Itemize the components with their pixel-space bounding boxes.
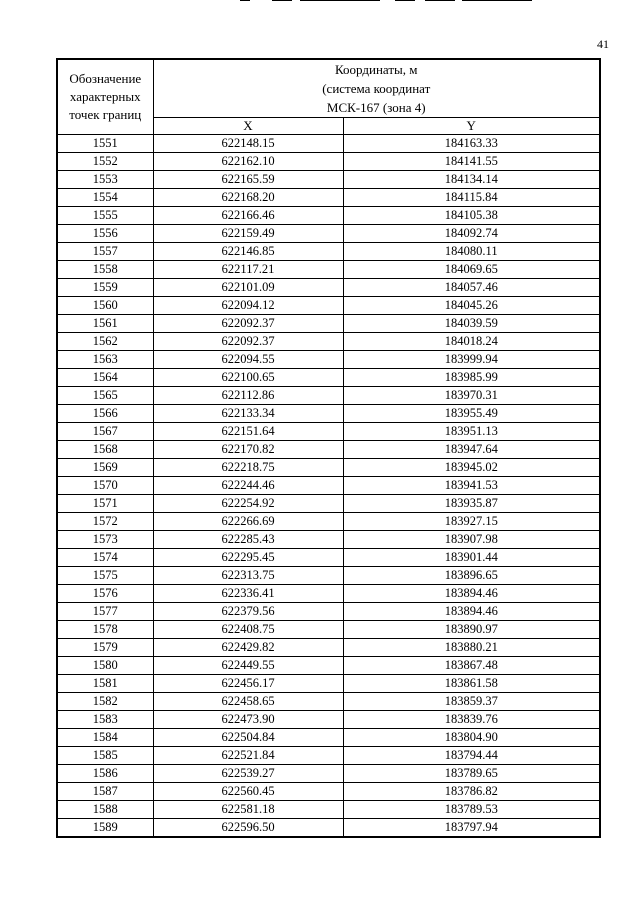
table-row: [57, 315, 600, 333]
x-coordinate-cell: 622218.75: [153, 459, 343, 477]
table-row: [57, 135, 600, 153]
table-header: [57, 59, 600, 135]
point-number-cell: 1553: [57, 171, 153, 189]
x-coordinate-cell: 622165.59: [153, 171, 343, 189]
point-number-cell: 1584: [57, 729, 153, 747]
point-number-cell: 1576: [57, 585, 153, 603]
table-row: [57, 711, 600, 729]
table-row: [57, 675, 600, 693]
y-coordinate-cell: 183789.65: [343, 765, 600, 783]
x-coordinate-cell: 622092.37: [153, 333, 343, 351]
y-coordinate-cell: 183935.87: [343, 495, 600, 513]
y-coordinate-cell: 183890.97: [343, 621, 600, 639]
x-coordinate-cell: 622560.45: [153, 783, 343, 801]
table-row: [57, 153, 600, 171]
table-row: [57, 207, 600, 225]
point-number-cell: 1552: [57, 153, 153, 171]
table-row: [57, 801, 600, 819]
page-number: 41: [597, 37, 609, 51]
column-y-header: Y: [343, 118, 600, 135]
point-number-cell: 1581: [57, 675, 153, 693]
table-row: [57, 225, 600, 243]
x-coordinate-cell: 622092.37: [153, 315, 343, 333]
point-number-cell: 1562: [57, 333, 153, 351]
y-coordinate-cell: 183985.99: [343, 369, 600, 387]
x-coordinate-cell: 622313.75: [153, 567, 343, 585]
x-coordinate-cell: 622473.90: [153, 711, 343, 729]
x-coordinate-cell: 622166.46: [153, 207, 343, 225]
table-row: [57, 189, 600, 207]
designation-header: Обозначение характерных точек границ: [57, 59, 153, 135]
table-row: [57, 297, 600, 315]
table-row: [57, 621, 600, 639]
scan-edge-line: [395, 0, 415, 1]
x-coordinate-cell: 622581.18: [153, 801, 343, 819]
x-coordinate-cell: 622379.56: [153, 603, 343, 621]
x-coordinate-cell: 622094.55: [153, 351, 343, 369]
table-row: [57, 729, 600, 747]
y-coordinate-cell: 183859.37: [343, 693, 600, 711]
y-coordinate-cell: 183901.44: [343, 549, 600, 567]
point-number-cell: 1561: [57, 315, 153, 333]
x-coordinate-cell: 622146.85: [153, 243, 343, 261]
y-coordinate-cell: 183786.82: [343, 783, 600, 801]
x-coordinate-cell: 622133.34: [153, 405, 343, 423]
y-coordinate-cell: 184141.55: [343, 153, 600, 171]
table-row: [57, 531, 600, 549]
x-coordinate-cell: 622539.27: [153, 765, 343, 783]
y-coordinate-cell: 183867.48: [343, 657, 600, 675]
y-coordinate-cell: 183804.90: [343, 729, 600, 747]
point-number-cell: 1574: [57, 549, 153, 567]
point-number-cell: 1589: [57, 819, 153, 838]
point-number-cell: 1557: [57, 243, 153, 261]
table-row: [57, 171, 600, 189]
y-coordinate-cell: 183789.53: [343, 801, 600, 819]
table-row: [57, 657, 600, 675]
coordinates-table: [56, 58, 601, 838]
table-row: [57, 243, 600, 261]
y-coordinate-cell: 183970.31: [343, 387, 600, 405]
point-number-cell: 1579: [57, 639, 153, 657]
table-row: [57, 333, 600, 351]
y-coordinate-cell: 183839.76: [343, 711, 600, 729]
point-number-cell: 1567: [57, 423, 153, 441]
y-coordinate-cell: 183907.98: [343, 531, 600, 549]
point-number-cell: 1560: [57, 297, 153, 315]
point-number-cell: 1551: [57, 135, 153, 153]
x-coordinate-cell: 622170.82: [153, 441, 343, 459]
x-coordinate-cell: 622521.84: [153, 747, 343, 765]
table-row: [57, 603, 600, 621]
point-number-cell: 1570: [57, 477, 153, 495]
x-coordinate-cell: 622596.50: [153, 819, 343, 838]
x-coordinate-cell: 622456.17: [153, 675, 343, 693]
table-row: [57, 549, 600, 567]
y-coordinate-cell: 183861.58: [343, 675, 600, 693]
y-coordinate-cell: 184080.11: [343, 243, 600, 261]
table-row: [57, 765, 600, 783]
point-number-cell: 1563: [57, 351, 153, 369]
point-number-cell: 1568: [57, 441, 153, 459]
x-coordinate-cell: 622117.21: [153, 261, 343, 279]
point-number-cell: 1586: [57, 765, 153, 783]
x-coordinate-cell: 622168.20: [153, 189, 343, 207]
point-number-cell: 1578: [57, 621, 153, 639]
point-number-cell: 1583: [57, 711, 153, 729]
point-number-cell: 1585: [57, 747, 153, 765]
y-coordinate-cell: 183894.46: [343, 585, 600, 603]
y-coordinate-cell: 183955.49: [343, 405, 600, 423]
point-number-cell: 1554: [57, 189, 153, 207]
y-coordinate-cell: 184045.26: [343, 297, 600, 315]
y-coordinate-cell: 184134.14: [343, 171, 600, 189]
scan-edge-line: [300, 0, 380, 1]
point-number-cell: 1566: [57, 405, 153, 423]
table-row: [57, 423, 600, 441]
x-coordinate-cell: 622449.55: [153, 657, 343, 675]
point-number-cell: 1559: [57, 279, 153, 297]
scan-edge-line: [425, 0, 455, 1]
point-number-cell: 1575: [57, 567, 153, 585]
x-coordinate-cell: 622148.15: [153, 135, 343, 153]
y-coordinate-cell: 183951.13: [343, 423, 600, 441]
table-row: [57, 495, 600, 513]
y-coordinate-cell: 184163.33: [343, 135, 600, 153]
column-x-header: X: [153, 118, 343, 135]
coordinates-header: Координаты, м (система координат МСК-167 (зона 4): [153, 59, 600, 118]
point-number-cell: 1571: [57, 495, 153, 513]
point-number-cell: 1587: [57, 783, 153, 801]
table-row: [57, 369, 600, 387]
x-coordinate-cell: 622266.69: [153, 513, 343, 531]
x-coordinate-cell: 622458.65: [153, 693, 343, 711]
point-number-cell: 1555: [57, 207, 153, 225]
y-coordinate-cell: 184069.65: [343, 261, 600, 279]
table-row: [57, 693, 600, 711]
point-number-cell: 1577: [57, 603, 153, 621]
table-row: [57, 639, 600, 657]
table-row: [57, 567, 600, 585]
x-coordinate-cell: 622094.12: [153, 297, 343, 315]
y-coordinate-cell: 183945.02: [343, 459, 600, 477]
scan-edge-line: [240, 0, 250, 1]
y-coordinate-cell: 183896.65: [343, 567, 600, 585]
y-coordinate-cell: 184105.38: [343, 207, 600, 225]
x-coordinate-cell: 622254.92: [153, 495, 343, 513]
y-coordinate-cell: 183927.15: [343, 513, 600, 531]
y-coordinate-cell: 183794.44: [343, 747, 600, 765]
x-coordinate-cell: 622112.86: [153, 387, 343, 405]
table-row: [57, 513, 600, 531]
y-coordinate-cell: 183947.64: [343, 441, 600, 459]
table-row: [57, 441, 600, 459]
y-coordinate-cell: 184115.84: [343, 189, 600, 207]
y-coordinate-cell: 184039.59: [343, 315, 600, 333]
x-coordinate-cell: 622151.64: [153, 423, 343, 441]
y-coordinate-cell: 183797.94: [343, 819, 600, 838]
table-row: [57, 585, 600, 603]
x-coordinate-cell: 622100.65: [153, 369, 343, 387]
table-row: [57, 783, 600, 801]
x-coordinate-cell: 622244.46: [153, 477, 343, 495]
table-row: [57, 279, 600, 297]
table-row: [57, 351, 600, 369]
y-coordinate-cell: 184057.46: [343, 279, 600, 297]
point-number-cell: 1573: [57, 531, 153, 549]
x-coordinate-cell: 622429.82: [153, 639, 343, 657]
point-number-cell: 1569: [57, 459, 153, 477]
table-row: [57, 747, 600, 765]
x-coordinate-cell: 622408.75: [153, 621, 343, 639]
table-row: [57, 405, 600, 423]
table-row: [57, 387, 600, 405]
y-coordinate-cell: 183999.94: [343, 351, 600, 369]
x-coordinate-cell: 622162.10: [153, 153, 343, 171]
x-coordinate-cell: 622101.09: [153, 279, 343, 297]
table-row: [57, 477, 600, 495]
x-coordinate-cell: 622295.45: [153, 549, 343, 567]
scan-edge-line: [272, 0, 292, 1]
y-coordinate-cell: 184092.74: [343, 225, 600, 243]
table-row: [57, 819, 600, 838]
point-number-cell: 1558: [57, 261, 153, 279]
scan-edge-line: [462, 0, 532, 1]
y-coordinate-cell: 184018.24: [343, 333, 600, 351]
point-number-cell: 1580: [57, 657, 153, 675]
x-coordinate-cell: 622504.84: [153, 729, 343, 747]
x-coordinate-cell: 622285.43: [153, 531, 343, 549]
point-number-cell: 1556: [57, 225, 153, 243]
table-row: [57, 459, 600, 477]
table-row: [57, 261, 600, 279]
y-coordinate-cell: 183880.21: [343, 639, 600, 657]
point-number-cell: 1588: [57, 801, 153, 819]
x-coordinate-cell: 622336.41: [153, 585, 343, 603]
point-number-cell: 1565: [57, 387, 153, 405]
y-coordinate-cell: 183894.46: [343, 603, 600, 621]
point-number-cell: 1582: [57, 693, 153, 711]
table-body: [57, 135, 600, 838]
point-number-cell: 1564: [57, 369, 153, 387]
x-coordinate-cell: 622159.49: [153, 225, 343, 243]
y-coordinate-cell: 183941.53: [343, 477, 600, 495]
point-number-cell: 1572: [57, 513, 153, 531]
